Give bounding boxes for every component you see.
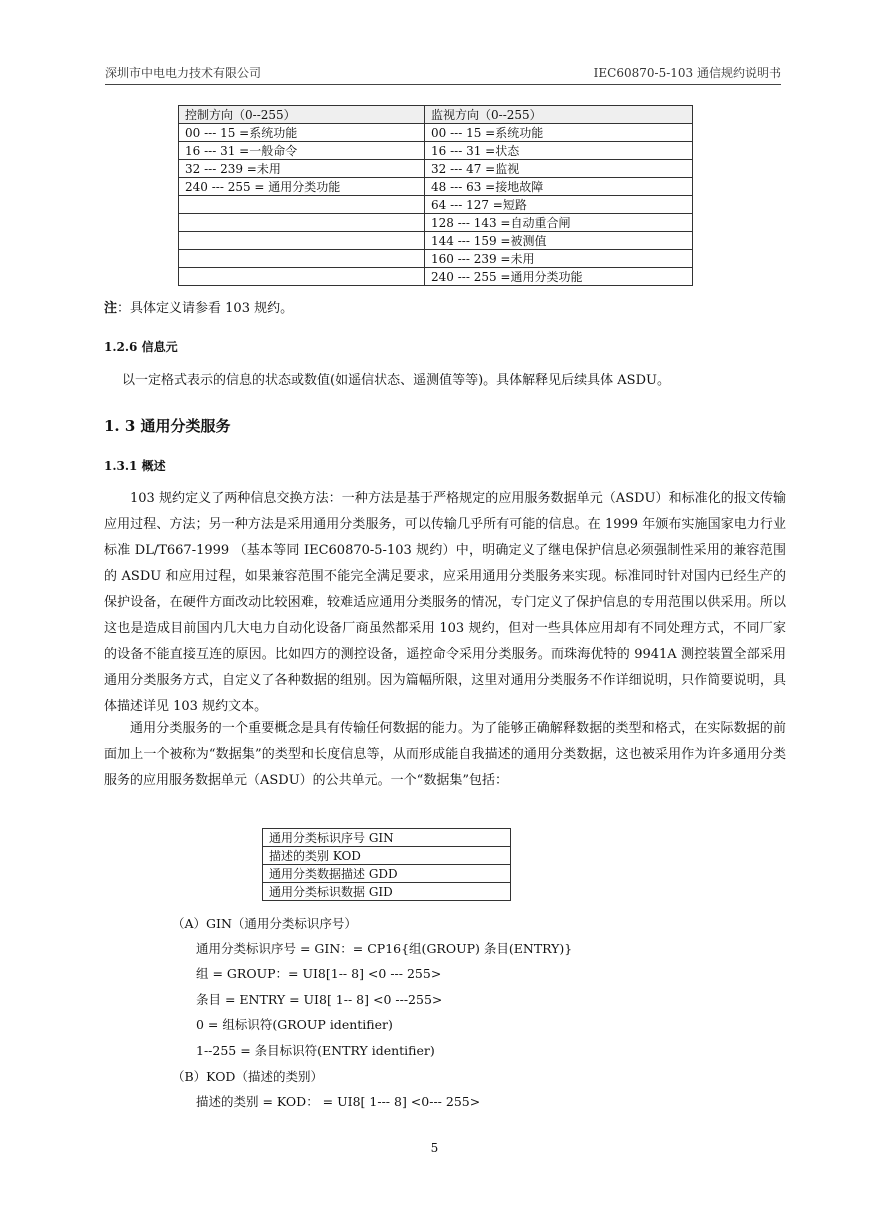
table-row: [179, 160, 693, 178]
table-cell: [179, 232, 425, 250]
table-row: [263, 883, 511, 901]
note-text: ：具体定义请参看 103 规约。: [117, 301, 294, 316]
note-label: 注: [104, 301, 118, 316]
gin-definition-line: 组 = GROUP：= UI8[1-- 8] <0 --- 255>: [196, 966, 442, 981]
gin-title: （A）GIN（通用分类标识序号）: [172, 916, 357, 931]
kod-definition-line: 描述的类别 = KOD： = UI8[ 1--- 8] <0--- 255>: [196, 1094, 481, 1109]
table-cell: 32 --- 47 =监视: [425, 160, 693, 178]
header-control-direction: 控制方向（0--255）: [179, 106, 425, 124]
table-cell: 128 --- 143 =自动重合闸: [425, 214, 693, 232]
dataset-item-gin: 通用分类标识序号 GIN: [263, 829, 511, 847]
table-cell: 48 --- 63 =接地故障: [425, 178, 693, 196]
section-text-1-2-6: 以一定格式表示的信息的状态或数值(如遥信状态、遥测值等等)。具体解释见后续具体 ASDU。: [122, 373, 670, 388]
section-heading-1-3: 1. 3 通用分类服务: [104, 417, 231, 435]
section-heading-1-2-6: 1.2.6 信息元: [104, 340, 178, 354]
table-cell: 32 --- 239 =未用: [179, 160, 425, 178]
dataset-table: [262, 828, 511, 901]
kod-title: （B）KOD（描述的类别）: [172, 1069, 323, 1084]
table-cell: [179, 268, 425, 286]
table-row: [179, 250, 693, 268]
table-cell: 16 --- 31 =状态: [425, 142, 693, 160]
header-doc-title: IEC60870-5-103 通信规约说明书: [593, 66, 781, 80]
table-row: [179, 178, 693, 196]
overview-paragraph-1: 103 规约定义了两种信息交换方法：一种方法是基于严格规定的应用服务数据单元（ASDU）和标准化的报文传输应用过程、方法；另一种方法是采用通用分类服务，可以传输几乎所有可能的信息。在 1999 年颁布实施国家电力行业标准 DL/T667-1999 （基本等同 IEC60870-5-103 规约）中，明确定义了继电保护信息必须强制性采用的兼容范围的 ASDU 和应用过程，如果兼容范围不能完全满足要求，应采用通用分类服务来实现。标准同时针对国内已经生产的保护设备，在硬件方面改动比较困难，较难适应通用分类服务的情况，专门定义了保护信息的专用范围以供采用。所以这也是造成目前国内几大电力自动化设备厂商虽然都采用 103 规约，但对一些具体应用却有不同处理方式，不同厂家的设备不能直接互连的原因。比如四方的测控设备，遥控命令采用分类服务。而珠海优特的 9941A 测控装置全部采用通用分类服务方式，自定义了各种数据的组别。因为篇幅所限，这里对通用分类服务不作详细说明，只作简要说明，具体描述详见 103 规约文本。: [104, 491, 786, 714]
header-company: 深圳市中电电力技术有限公司: [105, 66, 262, 80]
table-row: [179, 232, 693, 250]
table-cell: 00 --- 15 =系统功能: [425, 124, 693, 142]
table-row: [263, 829, 511, 847]
page-number: 5: [430, 1141, 439, 1155]
gin-definition-line: 通用分类标识序号 = GIN：= CP16{组(GROUP) 条目(ENTRY)}: [196, 941, 573, 956]
page-header: [105, 62, 781, 85]
table-cell: [179, 196, 425, 214]
table-cell: 160 --- 239 =未用: [425, 250, 693, 268]
dataset-item-gid: 通用分类标识数据 GID: [263, 883, 511, 901]
table-row: [179, 268, 693, 286]
overview-paragraph-2: 通用分类服务的一个重要概念是具有传输任何数据的能力。为了能够正确解释数据的类型和格式，在实际数据的前面加上一个被称为“数据集”的类型和长度信息等，从而形成能自我描述的通用分类数据，这也被采用作为许多通用分类服务的应用服务数据单元（ASDU）的公共单元。一个“数据集”包括：: [104, 721, 786, 788]
table-row: [179, 142, 693, 160]
table-row: [179, 124, 693, 142]
table-row: [263, 847, 511, 865]
gin-definition-line: 1--255 = 条目标识符(ENTRY identifier): [196, 1043, 435, 1058]
table-cell: 144 --- 159 =被测值: [425, 232, 693, 250]
gin-definition-line: 0 = 组标识符(GROUP identifier): [196, 1017, 393, 1032]
dataset-item-kod: 描述的类别 KOD: [263, 847, 511, 865]
table-cell: 16 --- 31 =一般命令: [179, 142, 425, 160]
table-cell: 64 --- 127 =短路: [425, 196, 693, 214]
direction-table: [178, 105, 693, 286]
table-row: [263, 865, 511, 883]
table-cell: [179, 250, 425, 268]
section-heading-1-3-1: 1.3.1 概述: [104, 459, 166, 473]
header-monitor-direction: 监视方向（0--255）: [425, 106, 693, 124]
table-cell: 240 --- 255 = 通用分类功能: [179, 178, 425, 196]
table-row: [179, 196, 693, 214]
table-cell: 00 --- 15 =系统功能: [179, 124, 425, 142]
table-row: [179, 214, 693, 232]
dataset-item-gdd: 通用分类数据描述 GDD: [263, 865, 511, 883]
table-cell: [179, 214, 425, 232]
table-header-row: [179, 106, 693, 124]
gin-definition-line: 条目 = ENTRY = UI8[ 1-- 8] <0 ---255>: [196, 992, 443, 1007]
table-note: [104, 301, 293, 317]
table-cell: 240 --- 255 =通用分类功能: [425, 268, 693, 286]
